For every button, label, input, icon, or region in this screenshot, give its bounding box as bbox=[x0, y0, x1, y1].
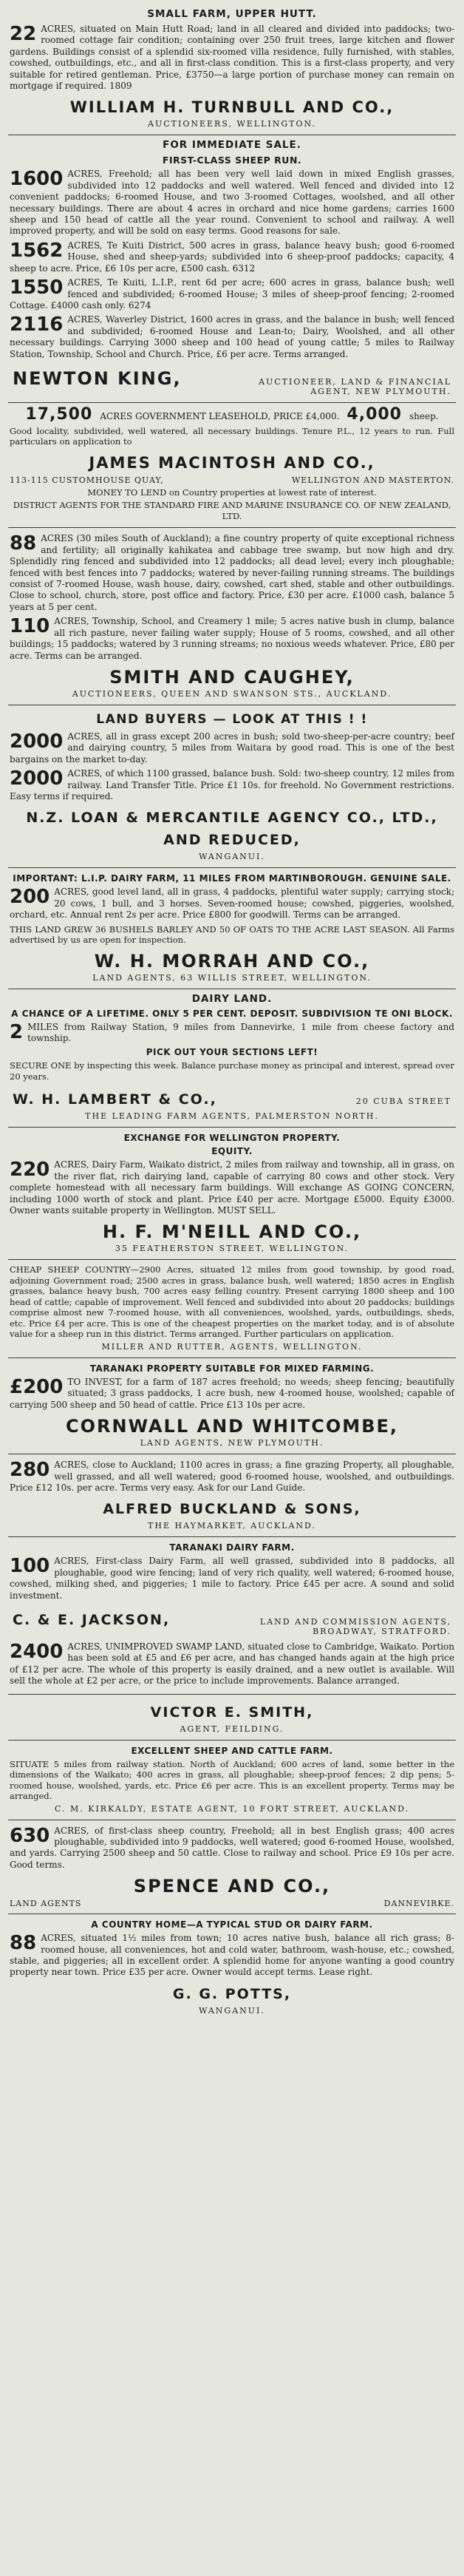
listing-ref: 1809 bbox=[109, 81, 132, 92]
agent-name: NEWTON KING, bbox=[13, 367, 182, 389]
sheep-count: 4,000 bbox=[347, 404, 402, 424]
agent-name: VICTOR E. SMITH, bbox=[150, 1704, 314, 1721]
agent-subtitle: AUCTIONEERS, WELLINGTON. bbox=[148, 119, 316, 129]
listing-text: ACRES, Te Kuiti, L.I.P., rent 6d per acre; 600 acres in grass, balance bush; well fenced and subdivided; 6-roomed House; 3 miles of sheep-proof fencing; 2-roomed Cottage. £4000 cash only. bbox=[10, 277, 454, 311]
ad-heading: LAND BUYERS — LOOK AT THIS ! ! bbox=[96, 711, 368, 727]
ad-macintosh bbox=[8, 403, 456, 529]
listing bbox=[10, 1159, 454, 1216]
listing bbox=[10, 731, 454, 765]
listing bbox=[10, 1826, 454, 1871]
ad-lambert bbox=[8, 989, 456, 1128]
acreage-figure: 2000 bbox=[10, 767, 64, 790]
ad-subheading: FIRST-CLASS SHEEP RUN. bbox=[162, 155, 302, 166]
listing-ref: 6274 bbox=[128, 299, 151, 311]
agent-name: C. M. KIRKALDY, ESTATE AGENT, 10 FORT STREET, AUCKLAND. bbox=[54, 1803, 410, 1814]
ad-heading: FOR IMMEDIATE SALE. bbox=[163, 139, 301, 152]
agent-left: LAND AGENTS bbox=[10, 1899, 82, 1909]
listing-text: SITUATE 5 miles from railway station. North of Auckland; 600 acres of land, some better in the dimensions of the Waikato; 400 acres in grass, all ploughable; sheep-proof fences; 2 dip pens; 5-roomed house, woolshed, yards, etc. Price £6 per acre. This is an excellent property. Terms may be arranged. bbox=[10, 1758, 454, 1802]
ad-mcneill bbox=[8, 1128, 456, 1260]
listing bbox=[10, 616, 454, 662]
agent-name: W. H. MORRAH AND CO., bbox=[94, 950, 370, 972]
acreage-figure: 1550 bbox=[10, 277, 64, 299]
listing bbox=[10, 169, 454, 237]
listing bbox=[10, 1933, 454, 1979]
listing-text: ACRES, First-class Dairy Farm, all well grassed, subdivided into 8 paddocks, all ploughable, good wire fencing; land of very rich quality, well watered; 6-roomed house, cowshed, milking shed, and piggeries; 1 mile to factory. Price £45 per acre. A sound and solid investment. bbox=[10, 1556, 454, 1601]
listing-text: ACRES (30 miles South of Auckland); a fine country property of quite exceptional richness and fertility; all originally kahikatea and cabbage tree swamp, but now high and dry. Splendidly ring fenced and subdivided into 12 paddocks; all dead level; every inch ploughable; fenced with best fences into 7 paddocks; watered by never-failing running streams. The buildings consist of 7-roomed House, wash house, dairy, cowshed, cart shed, stable and other outbuildings. Close to school, church, store, post office and factory. Price, £30 per acre. £1000 cash, balance 5 years at 5 per cent. bbox=[10, 533, 454, 612]
agent-subtitle: AGENT, FEILDING. bbox=[180, 1723, 284, 1734]
money-note: MONEY TO LEND on Country properties at lowest rate of interest. bbox=[87, 487, 377, 498]
listing bbox=[10, 277, 454, 311]
acreage-figure: 17,500 bbox=[25, 404, 93, 424]
call-to-action: PICK OUT YOUR SECTIONS LEFT! bbox=[146, 1047, 318, 1058]
acreage-figure: 200 bbox=[10, 886, 50, 909]
listing bbox=[10, 887, 454, 921]
ad-heading: A COUNTRY HOME—A TYPICAL STUD OR DAIRY FARM. bbox=[91, 1919, 373, 1931]
acreage-figure: 1562 bbox=[10, 239, 64, 262]
listing bbox=[10, 1460, 454, 1494]
listing-text: ACRES, Township, School, and Creamery 1 mile; 5 acres native bush in clump, balance all rich pasture, never failing water supply; House of 5 rooms, cowshed, and all other buildings; 15 paddocks; watered by 3 running streams; no noxious weeds whatever. Price, £80 per acre. Terms can be arranged. bbox=[10, 616, 454, 661]
agent-subtitle: LAND AND COMMISSION AGENTS, BROADWAY, STRATFORD. bbox=[259, 1616, 451, 1636]
acreage-figure: 2116 bbox=[10, 313, 64, 336]
agent-name: CORNWALL AND WHITCOMBE, bbox=[66, 1416, 398, 1437]
agent-right: DANNEVIRKE. bbox=[383, 1899, 454, 1909]
address-row bbox=[10, 1899, 454, 1908]
distance-figure: 2 bbox=[10, 1020, 24, 1043]
agent-subtitle: WANGANUI. bbox=[199, 2005, 265, 2016]
ad-subheading: A CHANCE OF A LIFETIME. ONLY 5 PER CENT. DEPOSIT. SUBDIVISION TE ONI BLOCK. bbox=[11, 1008, 453, 1019]
sheep-label: sheep. bbox=[409, 410, 439, 421]
ad-heading: TARANAKI DAIRY FARM. bbox=[169, 1542, 295, 1553]
agent-name: JAMES MACINTOSH AND CO., bbox=[89, 453, 375, 472]
agent-subtitle: AUCTIONEER, LAND & FINANCIAL AGENT, NEW PLYMOUTH. bbox=[259, 376, 451, 396]
address-row bbox=[10, 475, 454, 485]
acreage-figure: 2000 bbox=[10, 730, 64, 753]
agent-name: N.Z. LOAN & MERCANTILE AGENCY CO., LTD., AND REDUCED, bbox=[26, 810, 438, 849]
ad-land-buyers bbox=[8, 705, 456, 868]
agent-name: WILLIAM H. TURNBULL AND CO., bbox=[69, 98, 395, 117]
ad-heading: TARANAKI PROPERTY SUITABLE FOR MIXED FARMING. bbox=[89, 1363, 375, 1374]
listing-text: ACRES, Waverley District, 1600 acres in grass, and the balance in bush; well fenced and subdivided; 6-roomed House and Lean-to; Dairy, Woolshed, and all other necessary buildings. Carrying 3000 sheep and 100 head of young cattle; 5 miles to Railway Station, Township, School and Church. Price, £6 per acre. Terms arranged. bbox=[10, 314, 454, 359]
listing-text: ACRES, Te Kuiti District, 500 acres in grass, balance heavy bush; good 6-roomed House, shed and sheep-yards; subdivided into 6 sheep-proof paddocks; capacity, 4 sheep to acre. Price, £6 10s per acre, £500 cash. bbox=[10, 240, 454, 274]
agent-name: SPENCE AND CO., bbox=[133, 1876, 331, 1897]
price-figure: £200 bbox=[10, 1375, 64, 1398]
ad-potts bbox=[8, 1914, 456, 2021]
agent-row bbox=[10, 1084, 454, 1111]
listing-text: ACRES, all in grass except 200 acres in bush; sold two-sheep-per-acre country; beef and dairying country, 5 miles from Waitara by good road. This is one of the best bargains on the market to-day. bbox=[10, 731, 454, 765]
agent-row bbox=[10, 363, 454, 399]
ad-heading: EXCELLENT SHEEP AND CATTLE FARM. bbox=[131, 1745, 333, 1756]
ad-victor-smith bbox=[8, 1695, 456, 1741]
listing-text: ACRES, good level land, all in grass, 4 paddocks, plentiful water supply; carrying stock; 20 cows, 1 bull, and 3 horses. Seven-roomed house; cowshed, piggeries, woolshed, orchard, etc. Annual rent 2s per acre. Price £800 for goodwill. Terms can be arranged. bbox=[10, 887, 454, 921]
acreage-figure: 1600 bbox=[10, 168, 64, 191]
acreage-figure: 280 bbox=[10, 1459, 50, 1482]
listing-text: TO INVEST, for a farm of 187 acres freehold; no weeds; sheep fencing; beautifully situated; 3 grass paddocks, 1 acre bush, new 4-roomed house, woolshed; capable of carrying 500 sheep and 50 head of cattle. Price £13 10s per acre. bbox=[10, 1376, 454, 1410]
price-text: ACRES GOVERNMENT LEASEHOLD, PRICE £4,000. bbox=[100, 410, 340, 421]
listing-text: CHEAP SHEEP COUNTRY—2900 Acres, situated 12 miles from good township, by good road, adjoining Government road; 2500 acres in grass, balance bush, well watered; 1850 acres in English grasses, balance heavy bush, 700 acres easy felling country. Present carrying 1800 sheep and 100 head of cattle; capable of improvement. Well fenced and subdivided into about 20 paddocks; buildings comprise almost new 7-roomed house, with all conveniences, woolshed, yards, outbuildings, sheds, etc. Price £4 per acre. This is one of the cheapest properties on the market today, and is of absolute value for a sheep run in this district. Terms arranged. Further particulars on application. bbox=[10, 1264, 454, 1340]
ad-kirkaldy bbox=[8, 1741, 456, 1820]
listing bbox=[10, 1022, 454, 1045]
ad-newton-king bbox=[8, 135, 456, 403]
district-note: DISTRICT AGENTS FOR THE STANDARD FIRE AND MARINE INSURANCE CO. OF NEW ZEALAND, LTD. bbox=[13, 500, 451, 521]
ad-spence bbox=[8, 1820, 456, 1915]
ad-subheading: EQUITY. bbox=[211, 1146, 253, 1157]
listing-text: ACRES, close to Auckland; 1100 acres in grass; a fine grazing Property, all ploughable, well grassed, and all well watered; good 6-roomed house, woolshed, and outbuildings. Price £12 10s. per acre. Terms very easy. Ask for our Land Guide. bbox=[10, 1460, 454, 1493]
acreage-figure: 88 bbox=[10, 532, 37, 555]
address: 113-115 CUSTOMHOUSE QUAY, bbox=[10, 475, 164, 485]
agent-name: C. & E. JACKSON, bbox=[13, 1611, 171, 1628]
listing-ref: 6312 bbox=[232, 262, 256, 274]
listing bbox=[10, 240, 454, 274]
listing-text: ACRES, UNIMPROVED SWAMP LAND, situated close to Cambridge, Waikato. Portion has been sold at £5 and £6 per acre, and has changed hands again at the high price of £12 per acre. The whole of this property is easily drained, and a new outlet is available. Will sell the whole at £2 per acre, or the price to include improvements. Balance arranged. bbox=[10, 1641, 454, 1687]
listing bbox=[10, 768, 454, 802]
ad-turnbull bbox=[8, 4, 456, 135]
agent-name: ALFRED BUCKLAND & SONS, bbox=[103, 1501, 361, 1518]
agent-name: MILLER AND RUTTER, AGENTS, WELLINGTON. bbox=[101, 1341, 363, 1352]
agent-subtitle: AUCTIONEERS, QUEEN AND SWANSON STS., AUCKLAND. bbox=[72, 688, 392, 699]
agent-subtitle: THE LEADING FARM AGENTS, PALMERSTON NORTH. bbox=[85, 1111, 379, 1122]
listing bbox=[10, 314, 454, 360]
listing-text: ACRES, situated on Main Hutt Road; land in all cleared and divided into paddocks; two-roomed cottage fair condition; containing over 250 fruit trees, large kitchen and flower gardens. Buildings consist of a splendid six-roomed villa residence, fully furnished, with stables, cowshed, outbuildings, etc., and all in first-class condition. This is a first-class property, and very suitable for retired gentleman. Price, £3750—a large portion of purchase money can remain on mortgage if required. bbox=[10, 24, 454, 92]
agent-name: W. H. LAMBERT & CO., bbox=[13, 1091, 217, 1108]
acreage-figure: 220 bbox=[10, 1159, 50, 1182]
listing bbox=[10, 1377, 454, 1411]
agent-row bbox=[10, 1604, 454, 1638]
listing-text: ACRES, situated 1½ miles from town; 10 acres native bush, balance all rich grass; 8-roomed house, all conveniences, hot and cold water, bathroom, wash-house, etc.; cowshed, stable, and piggeries; all in excellent order. A splendid home for anyone wanting a good country property near town. Price £35 per acre. Owner would accept terms. Lease right. bbox=[10, 1933, 454, 1978]
ad-buckland bbox=[8, 1454, 456, 1537]
ad-heading: EXCHANGE FOR WELLINGTON PROPERTY. bbox=[123, 1133, 341, 1144]
ad-cornwall bbox=[8, 1358, 456, 1454]
agent-subtitle: WANGANUI. bbox=[199, 852, 265, 862]
listing-text: ACRES, Freehold; all has been very well laid down in mixed English grasses, subdivided into 12 paddocks and well watered. Well fenced and divided into 12 convenient paddocks; 6-roomed House, and two 3-roomed Cottages, woolshed, and all other necessary buildings. There are about 4 acres in orchard and nice home gardens; carries 1600 sheep and 150 head of cattle all the year round. Convenient to school and railway. A well improved property, and will be sold on easy terms. Good reasons for sale. bbox=[10, 169, 454, 237]
listing-text: ACRES, Dairy Farm, Waikato district, 2 miles from railway and township, all in grass, on the river flat, rich dairying land, capable of carrying 80 cows and other stock. Very complete homestead with all necessary farm buildings. Will exchange AS GOING CONCERN, including 1000 worth of stock and plant. Price £40 per acre. Mortgage £5000. Equity £3000. Owner wants suitable property in Wellington. MUST SELL. bbox=[10, 1159, 454, 1216]
agent-name: G. G. POTTS, bbox=[172, 1985, 292, 2002]
ad-miller-rutter bbox=[8, 1260, 456, 1358]
listing bbox=[10, 1641, 454, 1687]
acreage-figure: 22 bbox=[10, 23, 37, 45]
listing-text: ACRES, of first-class sheep country, Freehold; all in best English grass; 400 acres ploughable, subdivided into 9 paddocks, well watered; good 6-roomed House, woolshed, and yards. Carrying 2500 sheep and 50 cattle. Close to railway and school. Price £9 10s per acre. Good terms. bbox=[10, 1825, 454, 1870]
ad-morrah bbox=[8, 868, 456, 989]
classifieds-column bbox=[8, 0, 456, 2576]
ad-heading: DAIRY LAND. bbox=[191, 992, 273, 1005]
listing bbox=[10, 1556, 454, 1601]
listing-note: SECURE ONE by inspecting this week. Balance purchase money as principal and interest, spread over 20 years. bbox=[10, 1060, 454, 1082]
acreage-figure: 2400 bbox=[10, 1640, 64, 1663]
agent-subtitle: THE HAYMARKET, AUCKLAND. bbox=[148, 1521, 316, 1531]
agent-subtitle: LAND AGENTS, 63 WILLIS STREET, WELLINGTON. bbox=[92, 972, 372, 983]
listing-note: THIS LAND GREW 36 BUSHELS BARLEY AND 50 OF OATS TO THE ACRE LAST SEASON. All Farms advertised by us are open for inspection. bbox=[10, 923, 454, 946]
agent-address: 20 CUBA STREET bbox=[355, 1097, 451, 1107]
agent-subtitle: LAND AGENTS, NEW PLYMOUTH. bbox=[140, 1438, 324, 1448]
agent-subtitle: 35 FEATHERSTON STREET, WELLINGTON. bbox=[115, 1244, 349, 1254]
agent-name: SMITH AND CAUGHEY, bbox=[109, 666, 355, 688]
listing-text: MILES from Railway Station, 9 miles from Dannevirke, 1 mile from cheese factory and township. bbox=[27, 1021, 454, 1043]
address-right: WELLINGTON AND MASTERTON. bbox=[291, 475, 454, 485]
ad-smith-caughey bbox=[8, 528, 456, 705]
ad-heading: IMPORTANT: L.I.P. DAIRY FARM, 11 MILES FROM MARTINBOROUGH. GENUINE SALE. bbox=[13, 873, 451, 884]
acreage-figure: 88 bbox=[10, 1932, 37, 1955]
ad-heading: SMALL FARM, UPPER HUTT. bbox=[147, 8, 317, 20]
acreage-figure: 100 bbox=[10, 1555, 50, 1578]
listing-text: Good locality, subdivided, well watered, all necessary buildings. Tenure P.L., 12 years to run. Full particulars on application to bbox=[10, 425, 454, 447]
ad-jackson bbox=[8, 1537, 456, 1694]
listing-text: ACRES, of which 1100 grassed, balance bush. Sold: two-sheep country, 12 miles from railway. Land Transfer Title. Price £1 10s. for freehold. No Government restrictions. Easy terms if required. bbox=[10, 768, 454, 801]
agent-name: H. F. M'NEILL AND CO., bbox=[102, 1221, 362, 1243]
price-row bbox=[10, 405, 454, 424]
listing bbox=[10, 533, 454, 613]
acreage-figure: 630 bbox=[10, 1824, 50, 1847]
listing bbox=[10, 24, 454, 92]
acreage-figure: 110 bbox=[10, 615, 50, 638]
